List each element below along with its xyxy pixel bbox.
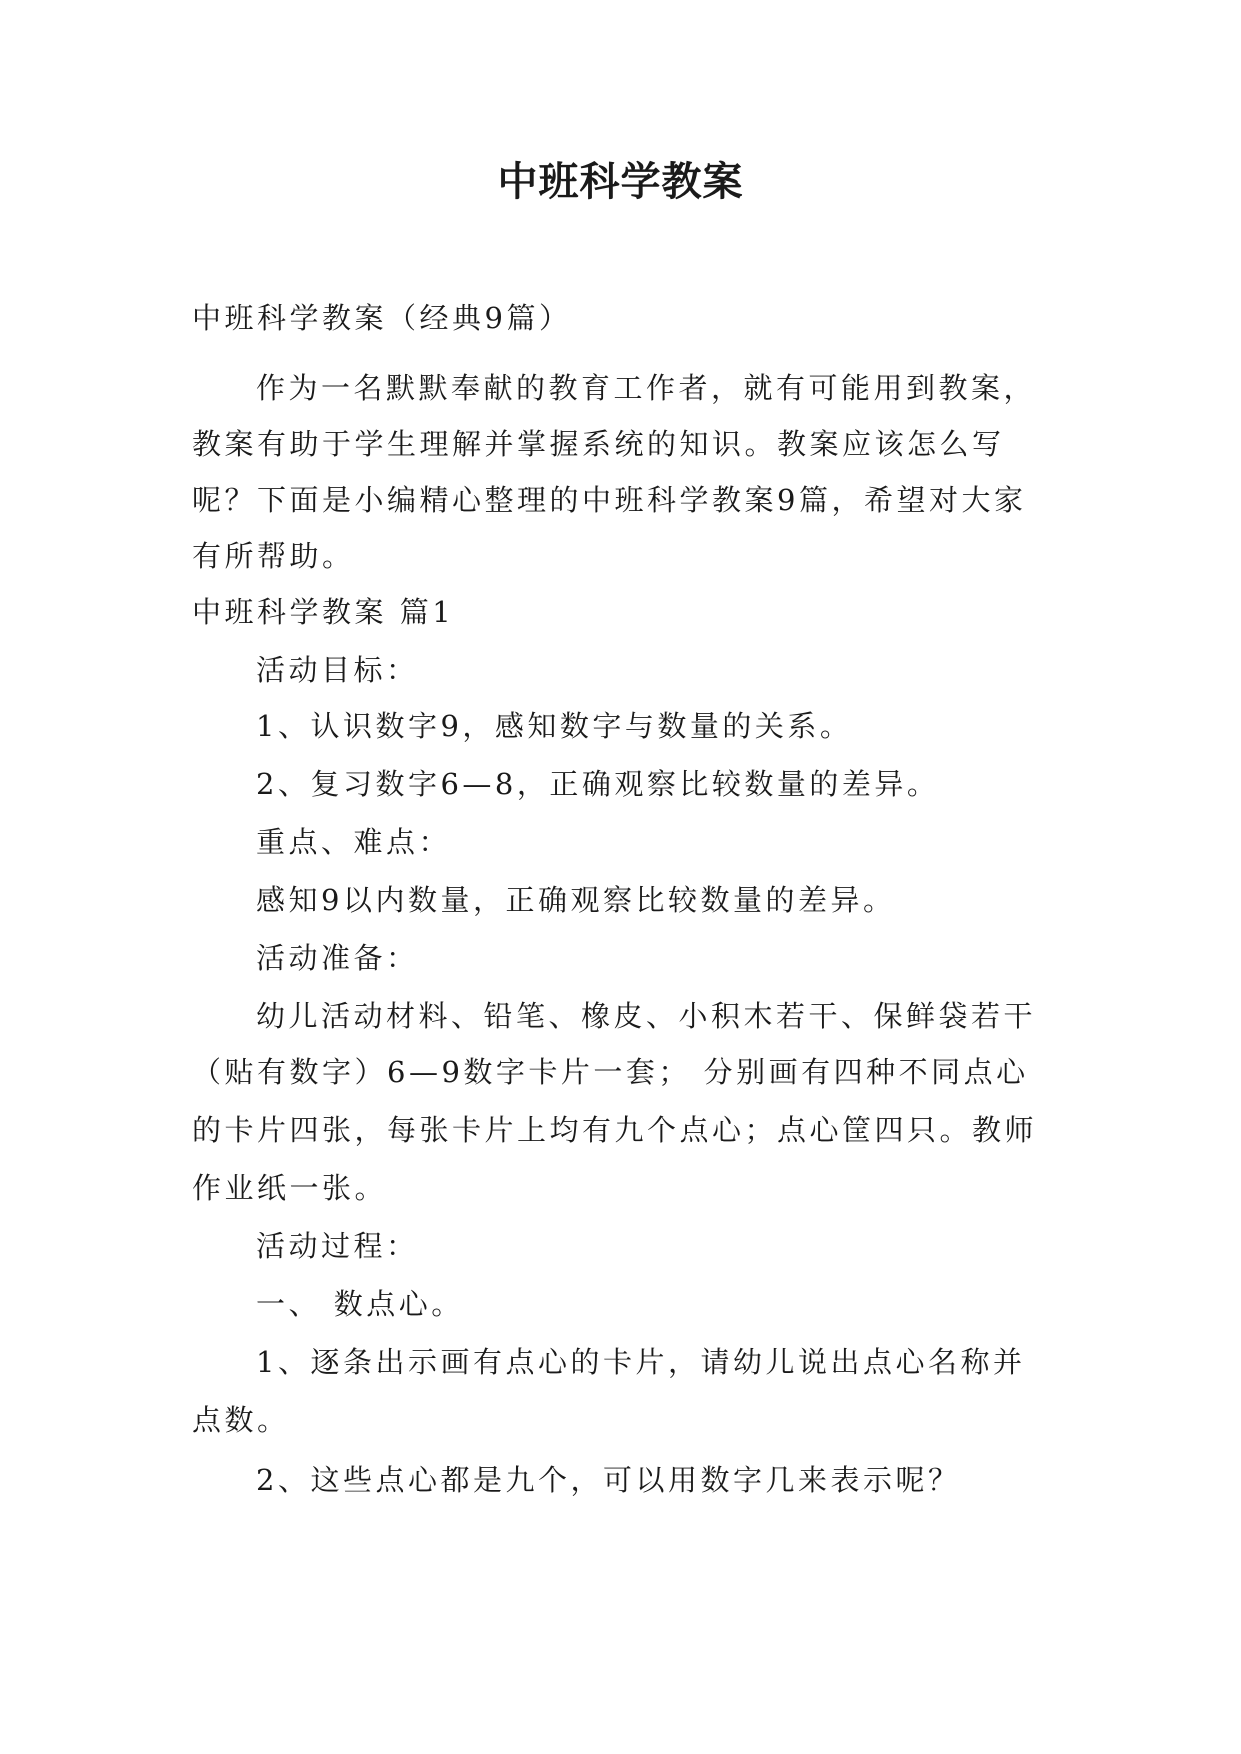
intro-line-4: 有所帮助。 [192, 539, 355, 573]
prep-line-1: 幼儿活动材料、铅笔、橡皮、小积木若干、保鲜袋若干 [256, 999, 1037, 1033]
intro-line-3: 呢？下面是小编精心整理的中班科学教案9篇，希望对大家 [192, 483, 1027, 517]
intro-line-2: 教案有助于学生理解并掌握系统的知识。教案应该怎么写 [192, 427, 1005, 461]
goal-label: 活动目标： [256, 653, 419, 687]
step-one-item-2: 2、这些点心都是九个，可以用数字几来表示呢？ [256, 1463, 961, 1497]
prep-line-4: 作业纸一张。 [192, 1171, 388, 1205]
process-label: 活动过程： [256, 1229, 419, 1263]
prep-line-2: （贴有数字）6—9数字卡片一套； 分别画有四种不同点心 [192, 1055, 1029, 1089]
section-heading: 中班科学教案 篇1 [192, 595, 455, 629]
prep-line-3: 的卡片四张，每张卡片上均有九个点心；点心筐四只。教师 [192, 1113, 1038, 1147]
step-one-item-1-cont: 点数。 [192, 1403, 290, 1437]
step-one-item-1: 1、逐条出示画有点心的卡片，请幼儿说出点心名称并 [256, 1345, 1026, 1379]
intro-line-1: 作为一名默默奉献的教育工作者，就有可能用到教案， [256, 371, 1037, 405]
key-label: 重点、难点： [256, 825, 452, 859]
prep-label: 活动准备： [256, 941, 419, 975]
document-subtitle: 中班科学教案（经典9篇） [192, 301, 572, 335]
step-one-heading: 一、 数点心。 [256, 1287, 464, 1321]
goal-item-1: 1、认识数字9，感知数字与数量的关系。 [256, 709, 853, 743]
goal-item-2: 2、复习数字6—8，正确观察比较数量的差异。 [256, 767, 940, 801]
key-text: 感知9以内数量，正确观察比较数量的差异。 [256, 883, 896, 917]
document-title: 中班科学教案 [497, 158, 744, 205]
